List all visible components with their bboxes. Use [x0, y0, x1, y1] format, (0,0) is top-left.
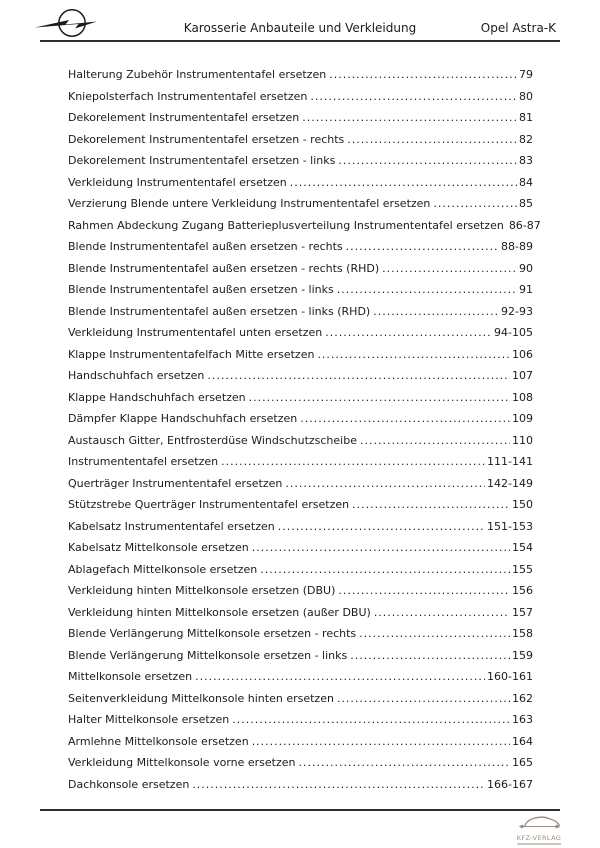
toc-entry-page: 90	[519, 261, 533, 275]
toc-entry-page: 155	[512, 562, 533, 576]
toc-entry-leader	[346, 236, 499, 258]
toc-entry-label: Blende Instrumententafel außen ersetzen - rechts (RHD)	[68, 261, 380, 275]
footer-rule	[40, 809, 560, 811]
toc-entry-label: Armlehne Mittelkonsole ersetzen	[68, 734, 249, 748]
toc-entry-label: Querträger Instrumententafel ersetzen	[68, 476, 283, 490]
toc-entry-leader	[252, 537, 510, 559]
toc-entry	[68, 172, 533, 194]
toc-entry	[68, 516, 533, 538]
toc-entry-label: Rahmen Abdeckung Zugang Batterieplusverteilung Instrumententafel ersetzen	[68, 218, 504, 232]
toc-entry-leader	[192, 774, 485, 796]
toc-entry-leader	[300, 408, 510, 430]
toc-entry-leader	[373, 301, 499, 323]
toc-entry-leader	[302, 107, 517, 129]
publisher-name: KFZ-VERLAG	[516, 834, 562, 842]
toc-entry-label: Klappe Handschuhfach ersetzen	[68, 390, 246, 404]
toc-entry-label: Kabelsatz Instrumententafel ersetzen	[68, 519, 275, 533]
toc-entry-label: Verkleidung Mittelkonsole vorne ersetzen	[68, 756, 296, 769]
toc-entry	[68, 451, 533, 473]
toc-entry-label: Blende Verlängerung Mittelkonsole ersetzen - links	[68, 648, 348, 662]
toc-entry-label: Seitenverkleidung Mittelkonsole hinten ersetzen	[68, 691, 334, 705]
toc-entry-page: 86-87	[508, 218, 541, 232]
publisher-logo	[516, 814, 562, 845]
toc-entry-label: Dämpfer Klappe Handschuhfach ersetzen	[68, 412, 298, 425]
toc-entry	[68, 365, 533, 387]
toc-entry-label: Mittelkonsole ersetzen	[68, 670, 193, 683]
toc-entry-label: Dekorelement Instrumententafel ersetzen - links	[68, 154, 336, 167]
toc-entry-page: 85	[519, 197, 533, 210]
toc-entry-label: Blende Verlängerung Mittelkonsole ersetzen - rechts	[68, 627, 357, 640]
toc-entry	[68, 494, 533, 516]
toc-entry	[68, 129, 533, 151]
toc-entry	[68, 731, 533, 753]
toc-entry-page: 106	[512, 347, 533, 361]
toc-entry-label: Verkleidung hinten Mittelkonsole ersetzen (DBU)	[68, 584, 336, 597]
toc-entry-page: 88-89	[501, 240, 533, 253]
toc-entry	[68, 86, 533, 108]
toc-entry-leader	[360, 430, 510, 452]
toc-entry	[68, 64, 533, 86]
toc-entry-leader	[337, 279, 517, 301]
toc-entry-page: 110	[512, 433, 533, 447]
toc-entry-label: Instrumententafel ersetzen	[68, 455, 219, 468]
toc-entry	[68, 623, 533, 645]
toc-entry-label: Klappe Instrumententafelfach Mitte ersetzen	[68, 347, 315, 361]
toc-entry-page: 81	[519, 111, 533, 124]
toc-entry-label: Stützstrebe Querträger Instrumententafel ersetzen	[68, 498, 350, 511]
toc-entry-label: Ablagefach Mittelkonsole ersetzen	[68, 562, 258, 576]
toc-entry-leader	[338, 150, 517, 172]
toc-entry-leader	[232, 709, 510, 731]
toc-entry-page: 164	[512, 734, 533, 748]
toc-entry-leader	[329, 64, 517, 86]
toc-entry-page: 154	[512, 541, 533, 554]
toc-entry-page: 142-149	[487, 476, 533, 490]
toc-entry-leader	[252, 731, 510, 753]
toc-entry-page: 82	[519, 132, 533, 146]
toc-entry-page: 108	[512, 390, 533, 404]
toc-entry-label: Dekorelement Instrumententafel ersetzen	[68, 111, 300, 124]
toc-entry-leader	[338, 580, 510, 602]
toc-entry-label: Verkleidung Instrumententafel unten ersetzen	[68, 326, 323, 339]
toc-entry	[68, 215, 541, 237]
toc-entry-leader	[350, 645, 510, 667]
toc-entry-page: 109	[512, 412, 533, 425]
toc-entry	[68, 709, 533, 731]
toc-entry-leader	[433, 193, 517, 215]
header-model-label: Opel Astra-K	[480, 21, 556, 35]
toc-entry-label: Handschuhfach ersetzen	[68, 369, 205, 382]
toc-entry-label: Halterung Zubehör Instrumententafel ersetzen	[68, 68, 327, 81]
toc-entry-page: 91	[519, 283, 533, 296]
toc-entry-label: Kabelsatz Mittelkonsole ersetzen	[68, 541, 249, 554]
toc-entry-label: Verzierung Blende untere Verkleidung Instrumententafel ersetzen	[68, 197, 431, 210]
toc-entry	[68, 774, 533, 796]
toc-entry-label: Kniepolsterfach Instrumententafel ersetzen	[68, 89, 308, 103]
toc-entry-leader	[207, 365, 510, 387]
toc-entry	[68, 688, 533, 710]
toc-entry	[68, 430, 533, 452]
toc-entry-page: 156	[512, 584, 533, 597]
toc-entry	[68, 752, 533, 774]
toc-entry-page: 83	[519, 154, 533, 167]
toc-entry-leader	[221, 451, 485, 473]
toc-entry-page: 150	[512, 498, 533, 511]
toc-entry-leader	[310, 86, 517, 108]
toc-entry-label: Verkleidung Instrumententafel ersetzen	[68, 175, 287, 189]
toc-entry-leader	[337, 688, 510, 710]
toc-entry	[68, 344, 533, 366]
toc-entry-label: Blende Instrumententafel außen ersetzen - links (RHD)	[68, 304, 371, 318]
toc-entry-leader	[278, 516, 485, 538]
toc-entry-label: Dachkonsole ersetzen	[68, 777, 190, 791]
toc-entry-leader	[260, 559, 510, 581]
toc-entry-leader	[347, 129, 517, 151]
toc-entry	[68, 279, 533, 301]
toc-entry	[68, 387, 533, 409]
toc-entry-label: Halter Mittelkonsole ersetzen	[68, 713, 230, 726]
toc-entry-page: 111-141	[487, 455, 533, 468]
toc-entry-page: 163	[512, 713, 533, 726]
toc-entry-page: 157	[512, 605, 533, 619]
toc-entry-leader	[285, 473, 485, 495]
header-rule	[40, 40, 560, 42]
toc-entry-leader	[359, 623, 510, 645]
toc-entry-leader	[374, 602, 510, 624]
toc-entry-label: Dekorelement Instrumententafel ersetzen - rechts	[68, 132, 345, 146]
toc-entry	[68, 236, 533, 258]
toc-entry	[68, 602, 533, 624]
toc-list	[68, 64, 541, 795]
publisher-tagline	[517, 843, 561, 845]
toc-entry-page: 159	[512, 648, 533, 662]
toc-entry	[68, 301, 533, 323]
toc-entry-leader	[382, 258, 517, 280]
toc-entry	[68, 559, 533, 581]
toc-entry-page: 160-161	[487, 670, 533, 683]
toc-entry-page: 92-93	[501, 304, 533, 318]
header-section-title: Karosserie Anbauteile und Verkleidung	[183, 21, 417, 35]
toc-entry-page: 80	[519, 89, 533, 103]
toc-entry-label: Austausch Gitter, Entfrosterdüse Windschutzscheibe	[68, 433, 357, 447]
page-header	[0, 0, 600, 42]
toc-entry-page: 158	[512, 627, 533, 640]
toc-entry-leader	[195, 666, 485, 688]
toc-entry-leader	[325, 322, 492, 344]
toc-entry-page: 151-153	[487, 519, 533, 533]
toc-entry-label: Blende Instrumententafel außen ersetzen - rechts	[68, 240, 343, 253]
toc-entry-leader	[249, 387, 510, 409]
toc-entry	[68, 666, 533, 688]
toc-entry	[68, 473, 533, 495]
toc-entry-leader	[290, 172, 517, 194]
toc-entry-leader	[299, 752, 511, 774]
toc-entry	[68, 537, 533, 559]
toc-entry-page: 94-105	[494, 326, 533, 339]
toc-entry	[68, 580, 533, 602]
toc-entry	[68, 408, 533, 430]
toc-entry	[68, 150, 533, 172]
toc-entry	[68, 258, 533, 280]
toc-entry-page: 165	[512, 756, 533, 769]
toc-entry-page: 84	[519, 175, 533, 189]
toc-entry-page: 107	[512, 369, 533, 382]
car-wrench-icon	[517, 814, 561, 831]
toc-entry	[68, 107, 533, 129]
toc-entry-label: Verkleidung hinten Mittelkonsole ersetzen (außer DBU)	[68, 605, 371, 619]
toc-entry-label: Blende Instrumententafel außen ersetzen - links	[68, 283, 334, 296]
toc-entry-leader	[352, 494, 510, 516]
toc-entry-leader	[317, 344, 510, 366]
toc-entry	[68, 193, 533, 215]
toc-entry-page: 166-167	[487, 777, 533, 791]
toc-entry-page: 162	[512, 691, 533, 705]
toc-entry	[68, 322, 533, 344]
toc-entry	[68, 645, 533, 667]
toc-entry-page: 79	[519, 68, 533, 81]
